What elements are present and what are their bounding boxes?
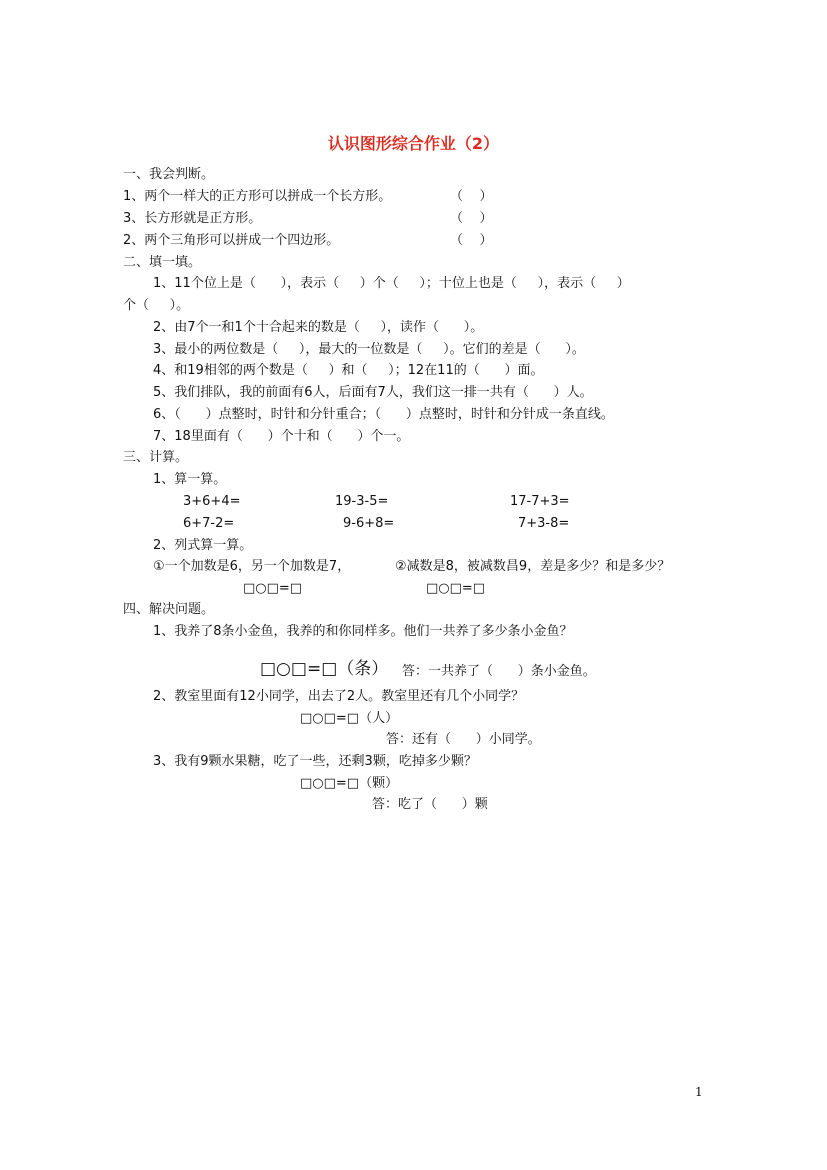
equation-right: □○□=□ xyxy=(426,581,486,596)
problem-2-answer: 答：还有（ ）小同学。 xyxy=(386,732,541,747)
problem-1: 1、我养了8条小金鱼，我养的和你同样多。他们一共养了多少条小金鱼？ xyxy=(153,624,573,639)
fill-line-7: 7、18里面有（ ）个十和（ ）个一。 xyxy=(153,429,410,444)
calc-sub1: 1、算一算。 xyxy=(153,472,227,487)
judge-item-3-blank: （ ） xyxy=(450,233,493,248)
calc-expr-1-3: 17-7+3= xyxy=(510,494,570,509)
fill-line-5: 5、我们排队，我的前面有6人，后面有7人，我们这一排一共有（ ）人。 xyxy=(153,385,593,400)
section4-heading: 四、解决问题。 xyxy=(123,602,215,617)
fill-line-1: 1、11个位上是（ ），表示（ ）个（ ）；十位上也是（ ），表示（ ） xyxy=(153,276,630,291)
judge-item-3: 2、两个三角形可以拼成一个四边形。 xyxy=(123,233,340,248)
judge-item-2: 3、长方形就是正方形。 xyxy=(123,211,262,226)
calc-expr-1-1: 3+6+4= xyxy=(183,494,241,509)
word-problem-right: ②减数是8，被减数昌9，差是多少？和是多少？ xyxy=(395,559,671,574)
fill-line-3: 3、最小的两位数是（ ），最大的一位数是（ ）。它们的差是（ ）。 xyxy=(153,342,585,357)
section1-heading: 一、我会判断。 xyxy=(123,167,215,182)
page-title: 认识图形综合作业（2） xyxy=(327,134,500,153)
problem-3-equation: □○□=□（颗） xyxy=(300,776,399,791)
equation-left: □○□=□ xyxy=(243,581,303,596)
fill-line-6: 6、（ ）点整时，时针和分针重合；（ ）点整时，时针和分针成一条直线。 xyxy=(153,407,614,422)
calc-expr-2-1: 6+7-2= xyxy=(183,516,235,531)
section3-heading: 三、计算。 xyxy=(123,450,189,465)
calc-sub2: 2、列式算一算。 xyxy=(153,538,253,553)
calc-expr-1-2: 19-3-5= xyxy=(335,494,389,509)
word-problem-left: ①一个加数是6，另一个加数是7， xyxy=(153,559,351,574)
judge-item-1: 1、两个一样大的正方形可以拼成一个长方形。 xyxy=(123,189,392,204)
fill-line-1-cont: 个（ ）。 xyxy=(123,298,190,313)
section2-heading: 二、填一填。 xyxy=(123,255,202,270)
judge-item-1-blank: （ ） xyxy=(450,189,493,204)
calc-expr-2-3: 7+3-8= xyxy=(518,516,570,531)
page-number: 1 xyxy=(695,1085,703,1099)
fill-line-2: 2、由7个一和1个十合起来的数是（ ），读作（ ）。 xyxy=(153,320,484,335)
problem-3: 3、我有9颗水果糖，吃了一些，还剩3颗，吃掉多少颗？ xyxy=(153,754,477,769)
problem-2-equation: □○□=□（人） xyxy=(300,711,399,726)
problem-1-answer: 答：一共养了（ ）条小金鱼。 xyxy=(402,664,596,679)
problem-3-answer: 答：吃了（ ）颗 xyxy=(372,797,488,812)
problem-1-equation: □○□=□（条） xyxy=(260,659,389,679)
calc-expr-2-2: 9-6+8= xyxy=(343,516,395,531)
judge-item-2-blank: （ ） xyxy=(450,211,493,226)
problem-2: 2、教室里面有12小同学，出去了2人。教室里还有几个小同学？ xyxy=(153,689,525,704)
fill-line-4: 4、和19相邻的两个数是（ ）和（ ）；12在11的（ ）面。 xyxy=(153,363,544,378)
